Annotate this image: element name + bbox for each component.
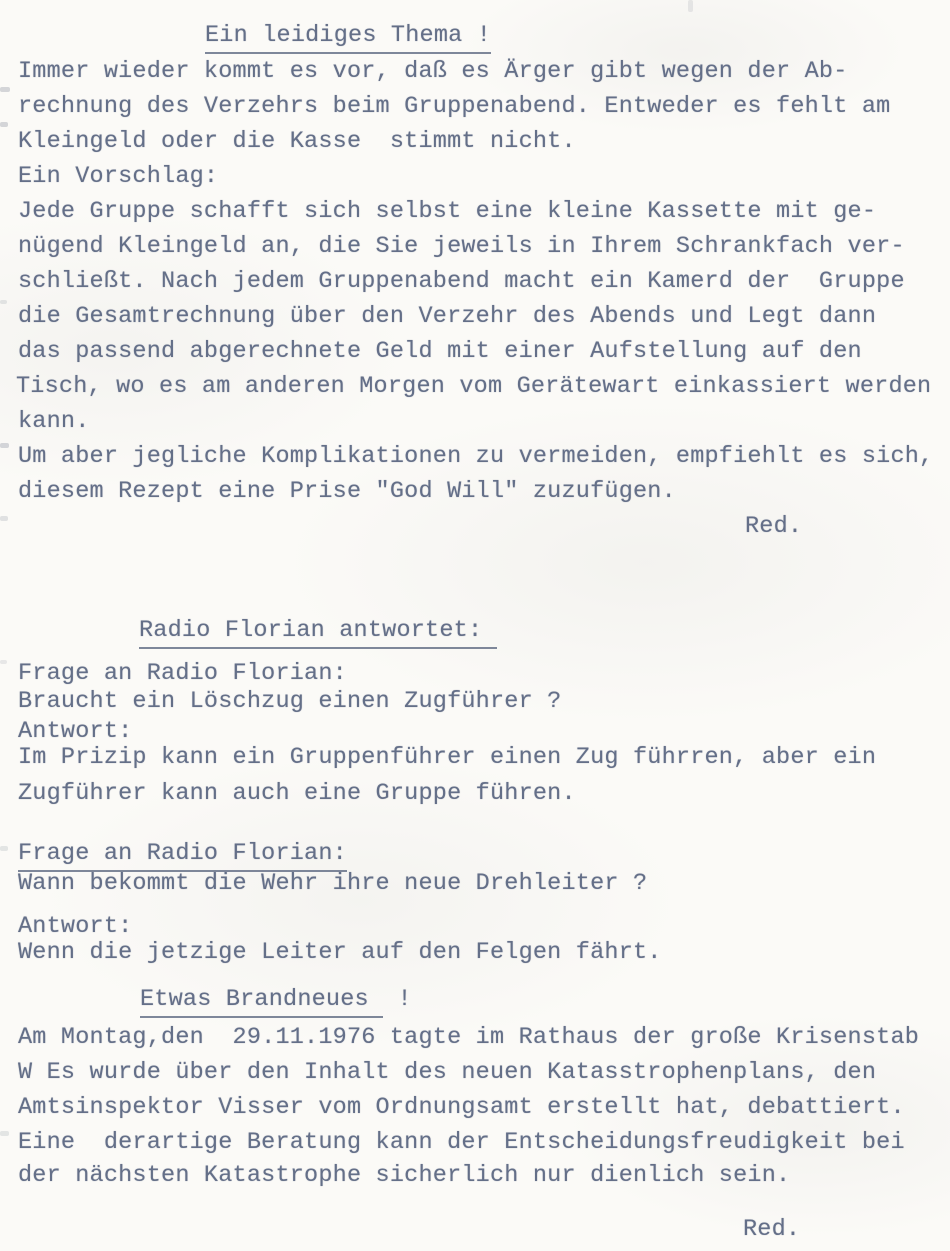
- answer-text: Zugführer kann auch eine Gruppe führen.: [18, 780, 576, 807]
- question-label: Frage an Radio Florian:: [18, 660, 347, 687]
- text-line: das passend abgerechnete Geld mit einer Aufstellung auf den: [18, 338, 862, 365]
- text-line: Immer wieder kommt es vor, daß es Ärger gibt wegen der Ab-: [18, 58, 848, 85]
- text-line: diesem Rezept eine Prise "God Will" zuzufügen.: [18, 478, 676, 505]
- section-heading-text: Frage an Radio Florian:: [18, 840, 347, 872]
- scan-smudge: [0, 516, 8, 521]
- scan-smudge: [0, 443, 9, 448]
- section-heading: [140, 986, 412, 1013]
- text-line: Eine derartige Beratung kann der Entscheidungsfreudigkeit bei: [18, 1129, 905, 1156]
- text-line: Jede Gruppe schafft sich selbst eine kleine Kassette mit ge-: [18, 198, 877, 225]
- text-line: die Gesamtrechnung über den Verzehr des Abends und Legt dann: [18, 303, 877, 330]
- answer-label: Antwort:: [18, 913, 133, 940]
- section-heading-suffix: !: [383, 986, 412, 1013]
- text-line: Am Montag,den 29.11.1976 tagte im Rathaus der große Krisenstab: [18, 1024, 920, 1051]
- answer-label: Antwort:: [18, 718, 133, 745]
- signature: Red.: [745, 513, 803, 540]
- text-line: Ein Vorschlag:: [18, 163, 219, 190]
- question-text: Wann bekommt die Wehr ihre neue Drehleiter ?: [18, 870, 648, 897]
- text-line: W Es wurde über den Inhalt des neuen Katasstrophenplans, den: [18, 1059, 877, 1086]
- scan-smudge: [0, 660, 7, 664]
- text-line: Kleingeld oder die Kasse stimmt nicht.: [18, 128, 576, 155]
- signature: Red.: [743, 1216, 801, 1243]
- text-line: nügend Kleingeld an, die Sie jeweils in Ihrem Schrankfach ver-: [18, 233, 905, 260]
- text-line: der nächsten Katastrophe sicherlich nur dienlich sein.: [18, 1162, 791, 1189]
- answer-text: Im Prizip kann ein Gruppenführer einen Zug führren, aber ein: [18, 744, 877, 771]
- section-heading: [18, 840, 347, 867]
- text-line: Tisch, wo es am anderen Morgen vom Gerätewart einkassiert werden: [16, 373, 932, 400]
- section-heading-text: Etwas Brandneues: [140, 986, 383, 1018]
- text-line: schließt. Nach jedem Gruppenabend macht ein Kamerd der Gruppe: [18, 268, 905, 295]
- text-line: kann.: [18, 408, 90, 435]
- scan-smudge: [0, 846, 8, 851]
- section-title: [205, 22, 491, 49]
- question-text: Braucht ein Löschzug einen Zugführer ?: [18, 688, 562, 715]
- answer-text: Wenn die jetzige Leiter auf den Felgen fährt.: [18, 939, 662, 966]
- section-heading: [139, 617, 497, 644]
- scan-smudge: [0, 300, 7, 304]
- scan-smudge: [0, 122, 8, 127]
- text-line: rechnung des Verzehrs beim Gruppenabend. Entweder es fehlt am: [18, 93, 891, 120]
- text-line: Amtsinspektor Visser vom Ordnungsamt erstellt hat, debattiert.: [18, 1094, 905, 1121]
- text-line: Um aber jegliche Komplikationen zu vermeiden, empfiehlt es sich,: [18, 443, 934, 470]
- section-heading-text: Radio Florian antwortet:: [139, 617, 497, 649]
- scan-smudge: [0, 1131, 9, 1136]
- section-title-text: Ein leidiges Thema !: [205, 22, 491, 54]
- scan-smudge: [688, 0, 693, 12]
- scan-smudge: [0, 87, 10, 92]
